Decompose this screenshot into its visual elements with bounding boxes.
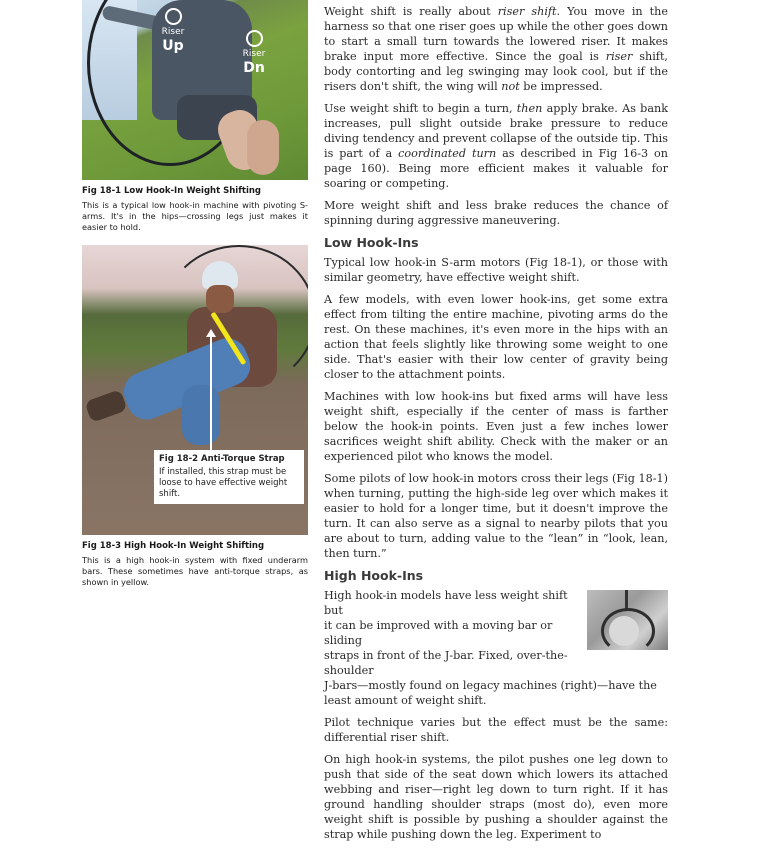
line: it can be improved with a moving bar or sliding [324,619,553,647]
line: High hook-in models have less weight shift but [324,589,568,617]
left-column [82,0,308,588]
fig-18-3-caption-text: This is a high hook-in system with fixed underarm bars. These sometimes have anti-torque straps, as shown in yellow. [82,555,308,587]
paragraph-begin-turn [324,101,668,191]
text: shift, body contorting and leg swinging may look cool, but if the risers don't shift, the wing will [324,50,668,93]
fig-18-2-callout [154,450,304,504]
pilot-face [206,285,234,313]
text: Weight shift is really about [324,5,498,18]
paragraph-typical-low: Typical low hook-in S-arm motors (Fig 18-1), or those with similar geometry, have effective weight shift. [324,256,668,284]
fig-18-1-caption-text: This is a typical low hook-in machine with pivoting S-arms. It's in the hips—crossing legs just makes it easier to hold. [82,200,308,232]
paragraph-fixed-arms: Machines with low hook-ins but fixed arms will have less weight shift, especially if the center of mass is farther below the hook-in points. Even just a few inches lower sacrifices weight shift ability. Check with the maker or an experienced pilot who knows the model. [324,390,668,463]
riser-up-label: Riser [161,27,185,37]
body-column [324,4,668,849]
fig-18-2-title: Fig 18-2 Anti-Torque Strap [159,454,285,464]
riser-up-marker [153,8,193,54]
heading-low-hook-ins: Low Hook-Ins [324,235,419,250]
emphasis: not [501,80,520,93]
text: apply brake. As bank increases, pull slight outside brake pressure to reduce diving tendency and prevent collapse of the outside tip. This is part of a [324,102,668,160]
riser-down-direction: Dn [243,60,265,76]
emphasis: then [516,102,543,115]
paragraph-lower-hook-ins: A few models, with even lower hook-ins, get some extra effect from tilting the entire machine, pivoting arms do the rest. On these machines, it's even more in the hips with an action that feels slightly like throwing some weight to one side. That's easier with their low center of gravity being closer to the attachment points. [324,293,668,381]
emphasis: coordinated turn [398,147,497,160]
paragraph-high-systems: On high hook-in systems, the pilot pushes one leg down to push that side of the seat down which lowers its attached webbing and riser—right leg down to turn right. If it has ground handling shoulder straps (most do), even more weight shift is possible by pushing a shoulder against the strap while pushing down the leg. Experiment to [324,753,668,841]
rope [625,590,628,610]
text: as described in Fig 16-3 on page 160). Being more efficient makes it valuable for soaring or competing. [324,147,668,190]
riser-down-marker [234,30,274,76]
pilot-boot [84,389,127,423]
text: be impressed. [519,80,603,93]
text: . You move in the harness so that one riser goes up while the other goes down to start a small turn towards the lowered riser. It makes brake input more effective. Since the goal is [324,5,668,63]
j-bar [601,608,655,650]
riser-up-direction: Up [162,38,184,54]
paragraph-spinning: More weight shift and less brake reduces the chance of spinning during aggressive maneuvering. [324,199,668,227]
callout-arrow [210,336,212,450]
riser-down-label: Riser [242,49,266,59]
heading-high-hook-ins: High Hook-Ins [324,568,424,583]
paragraph-technique: Pilot technique varies but the effect must be the same: differential riser shift. [324,716,668,744]
fig-18-2-text: If installed, this strap must be loose to have effective weight shift. [159,467,288,499]
legacy-j-bar-photo [587,590,668,650]
text: Use weight shift to begin a turn, [324,102,517,115]
text: J-bars—mostly found on legacy machines (right)—have the least amount of weight shift. [324,679,657,707]
riser-up-circle-icon [165,8,182,25]
emphasis: riser shift [497,5,557,18]
paragraph-cross-legs: Some pilots of low hook-in motors cross their legs (Fig 18-1) when turning, putting the high-side leg over which makes it easier to hold for a longer time, but it doesn't improve the turn. It can also serve as a signal to nearby pilots that you are about to turn, adding value to the “lean” in “look, lean, then turn.” [324,472,668,560]
pilot-legs [182,385,220,445]
fig-18-1-photo [82,0,308,180]
riser-down-circle-icon [246,30,263,47]
pilot-leg [247,120,279,175]
emphasis: riser [605,50,633,63]
line: straps in front of the J-bar. Fixed, over-the-shoulder [324,649,568,677]
fig-18-1-caption-title: Fig 18-1 Low Hook-In Weight Shifting [82,186,262,196]
fig-18-3-photo [82,245,308,535]
paragraph-riser-shift [324,4,668,94]
fig-18-3-caption-title: Fig 18-3 High Hook-In Weight Shifting [82,541,265,551]
